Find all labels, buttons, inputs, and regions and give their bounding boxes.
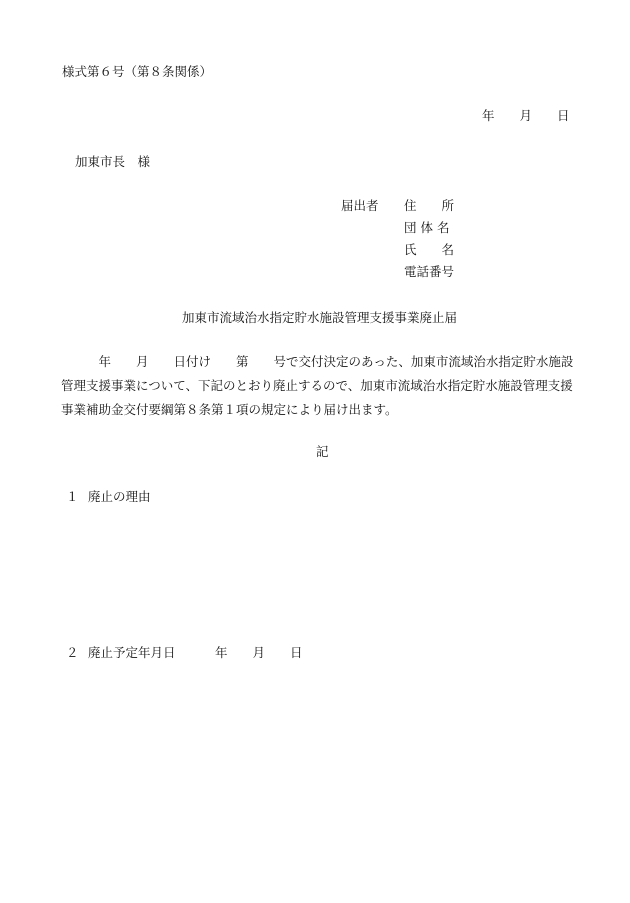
item-2-number: ２: [66, 645, 79, 660]
body-line-3: 事業補助金交付要綱第８条第１項の規定により届け出ます。: [61, 402, 398, 417]
ki-heading: 記: [316, 444, 329, 459]
applicant-address-field: 住 所: [404, 198, 455, 213]
item-2-date-value: 年 月 日: [215, 645, 303, 660]
document-title: 加東市流域治水指定貯水施設管理支援事業廃止届: [182, 310, 458, 325]
body-line-2: 管理支援事業について、下記のとおり廃止するので、加東市流域治水指定貯水施設管理支援: [61, 378, 573, 393]
addressee: 加東市長 様: [75, 154, 151, 169]
item-2-label: 廃止予定年月日: [88, 645, 176, 660]
applicant-name-field: 氏 名: [404, 242, 455, 257]
form-number-label: 様式第６号（第８条関係）: [62, 64, 213, 79]
item-1-label: 廃止の理由: [88, 489, 151, 504]
applicant-label: 届出者: [341, 198, 379, 213]
submission-date-line: 年 月 日: [482, 108, 570, 123]
body-line-1: 年 月 日付け 第 号で交付決定のあった、加東市流域治水指定貯水施設: [61, 354, 574, 369]
item-1-number: １: [66, 489, 79, 504]
applicant-phone-field: 電話番号: [404, 264, 455, 279]
applicant-organization-field: 団 体 名: [404, 220, 450, 235]
